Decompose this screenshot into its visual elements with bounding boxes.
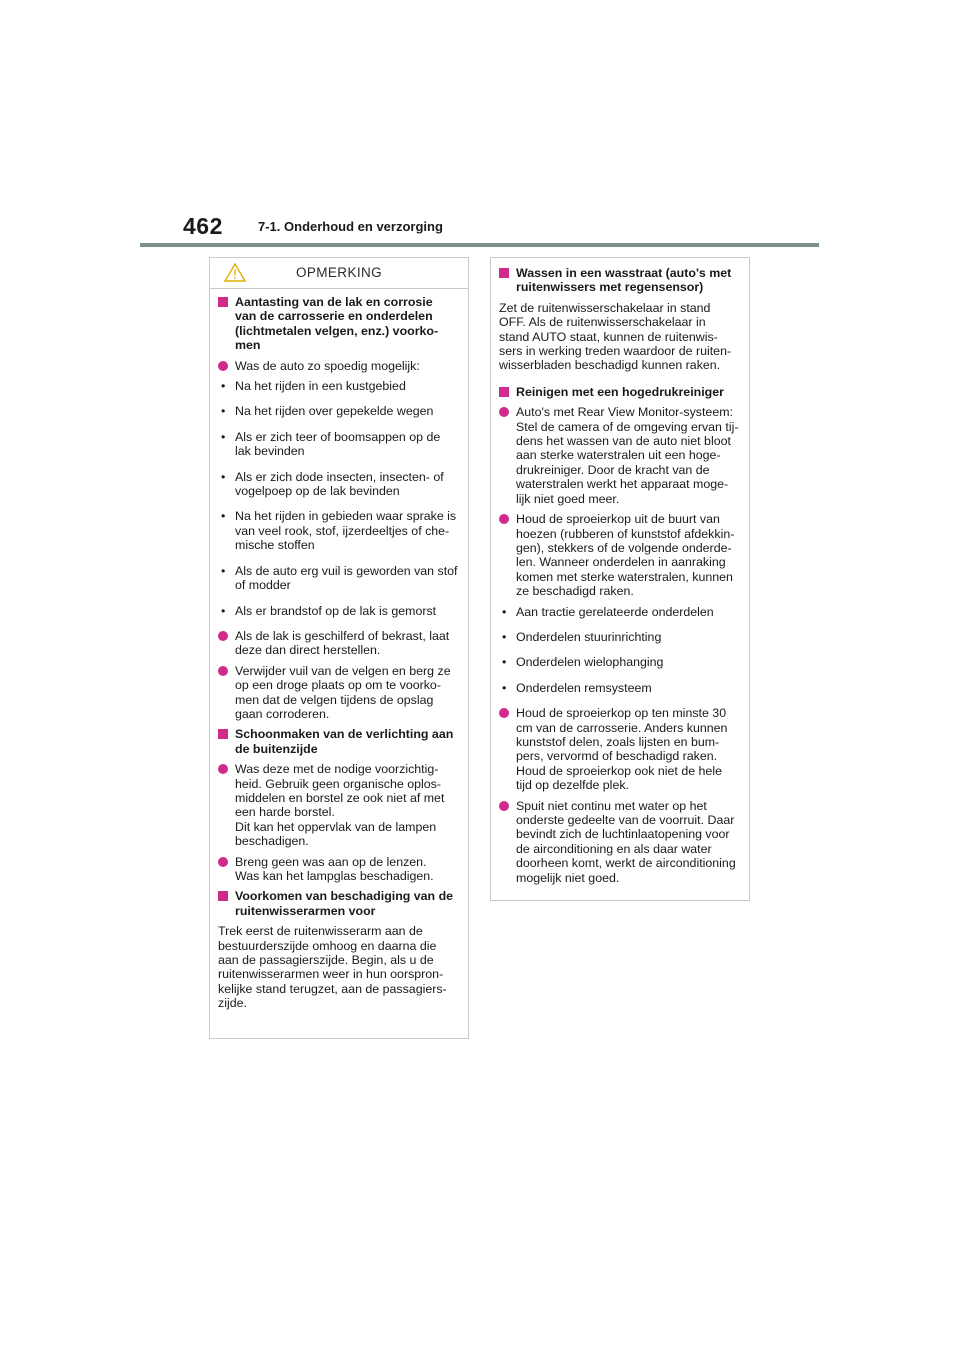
list-item: • Als er zich teer of boomsappen op de lak bevinden bbox=[221, 429, 441, 459]
list-item: • Onderdelen remsysteem bbox=[502, 680, 652, 695]
list-item: • Als er brandstof op de lak is gemorst bbox=[221, 603, 437, 618]
heading-wiper-arms: Voorkomen van beschadiging van de ruitenwisserarmen voor bbox=[218, 889, 458, 918]
heading-paint-corrosion: Aantasting van de lak en corrosie van de carrosserie en onderdelen (lichtmetalen velgen, enz.) voorko- men bbox=[218, 295, 458, 353]
square-bullet-icon bbox=[218, 729, 228, 739]
dot-bullet-icon bbox=[218, 666, 228, 676]
dot-item: Auto's met Rear View Monitor-systeem: Stel de camera of de omgeving ervan tij- dens het wassen van de auto niet bloot aan sterke waterstralen uit een hoge- drukreiniger. Door de kracht van de waterstralen werkt het apparaat moge- lijk niet goed meer. bbox=[499, 405, 739, 506]
paragraph: Trek eerst de ruitenwisserarm aan de bestuurderszijde omhoog en daarna die aan de passagierszijde. Begin, als u de ruitenwisserarmen weer in hun oorspron- kelijke stand terugzet, aan de passagiers- zijde. bbox=[218, 924, 447, 1011]
square-bullet-icon bbox=[218, 891, 228, 901]
heading-pressure-washer: Reinigen met een hogedrukreiniger bbox=[499, 385, 739, 399]
square-bullet-icon bbox=[218, 297, 228, 307]
paragraph: Zet de ruitenwisserschakelaar in stand OFF. Als de ruitenwisserschakelaar in stand AUTO staat, kunnen de ruitenwis- sers in werking treden waardoor de ruiten- wisserbladen beschadigd kunnen raken. bbox=[499, 300, 732, 373]
list-item: • Als er zich dode insecten, insecten- of vogelpoep op de lak bevinden bbox=[221, 469, 444, 499]
dot-bullet-icon bbox=[499, 407, 509, 417]
notice-box-continued bbox=[490, 257, 750, 901]
dot-bullet-icon bbox=[218, 764, 228, 774]
notice-label: OPMERKING bbox=[295, 264, 383, 280]
section-title: 7-1. Onderhoud en verzorging bbox=[258, 219, 443, 234]
page-number: 462 bbox=[183, 213, 223, 239]
dot-item: Als de lak is geschilferd of bekrast, laat deze dan direct herstellen. bbox=[218, 629, 458, 658]
notice-box bbox=[209, 257, 469, 1039]
dot-bullet-icon bbox=[218, 631, 228, 641]
heading-lights: Schoonmaken van de verlichting aan de buitenzijde bbox=[218, 727, 458, 756]
dot-item: Was deze met de nodige voorzichtig- heid. Gebruik geen organische oplos- middelen en borstel ze ook niet af met een harde borstel. Dit kan het oppervlak van de lampen beschadigen. bbox=[218, 762, 458, 848]
dot-bullet-icon bbox=[499, 514, 509, 524]
dot-bullet-icon bbox=[499, 801, 509, 811]
list-item: • Als de auto erg vuil is geworden van stof of modder bbox=[221, 563, 458, 593]
dot-bullet-icon bbox=[218, 361, 228, 371]
square-bullet-icon bbox=[499, 268, 509, 278]
list-item: • Na het rijden in gebieden waar sprake is van veel rook, stof, ijzerdeeltjes of che- mische stoffen bbox=[221, 509, 457, 553]
dot-item: Houd de sproeierkop op ten minste 30 cm van de carrosserie. Anders kunnen kunststof delen, zoals lijsten en bum- pers, vervormd of beschadigd raken. Houd de sproeierkop ook niet de hele tijd op dezelfde plek. bbox=[499, 706, 739, 792]
dot-item: Was de auto zo spoedig mogelijk: bbox=[218, 359, 458, 373]
dot-item: Verwijder vuil van de velgen en berg ze op een droge plaats op om te voorko- men dat de velgen tijdens de opslag gaan corroderen. bbox=[218, 664, 458, 722]
heading-car-wash: Wassen in een wasstraat (auto's met ruitenwissers met regensensor) bbox=[499, 266, 739, 295]
dot-item: Breng geen was aan op de lenzen. Was kan het lampglas beschadigen. bbox=[218, 855, 458, 884]
list-item: • Onderdelen wielophanging bbox=[502, 655, 664, 670]
dot-item: Spuit niet continu met water op het onderste gedeelte van de voorruit. Daar bevindt zich de luchtinlaatopening voor de airconditioning en als daar water doorheen komt, werkt de airconditioning mogelijk niet goed. bbox=[499, 799, 739, 885]
notice-header bbox=[210, 258, 468, 289]
list-item: • Na het rijden in een kustgebied bbox=[221, 379, 406, 394]
square-bullet-icon bbox=[499, 387, 509, 397]
list-item: • Aan tractie gerelateerde onderdelen bbox=[502, 604, 714, 619]
dot-bullet-icon bbox=[218, 857, 228, 867]
dot-bullet-icon bbox=[499, 708, 509, 718]
list-item: • Onderdelen stuurinrichting bbox=[502, 629, 662, 644]
list-item: • Na het rijden over gepekelde wegen bbox=[221, 404, 434, 419]
dot-item: Houd de sproeierkop uit de buurt van hoezen (rubberen of kunststof afdekkin- gen), stekkers of de volgende onderde- len. Wanneer onderdelen in aanraking komen met sterke waterstralen, kunnen ze beschadigd raken. bbox=[499, 512, 739, 598]
warning-triangle-icon bbox=[224, 263, 246, 285]
header-rule bbox=[140, 243, 819, 247]
